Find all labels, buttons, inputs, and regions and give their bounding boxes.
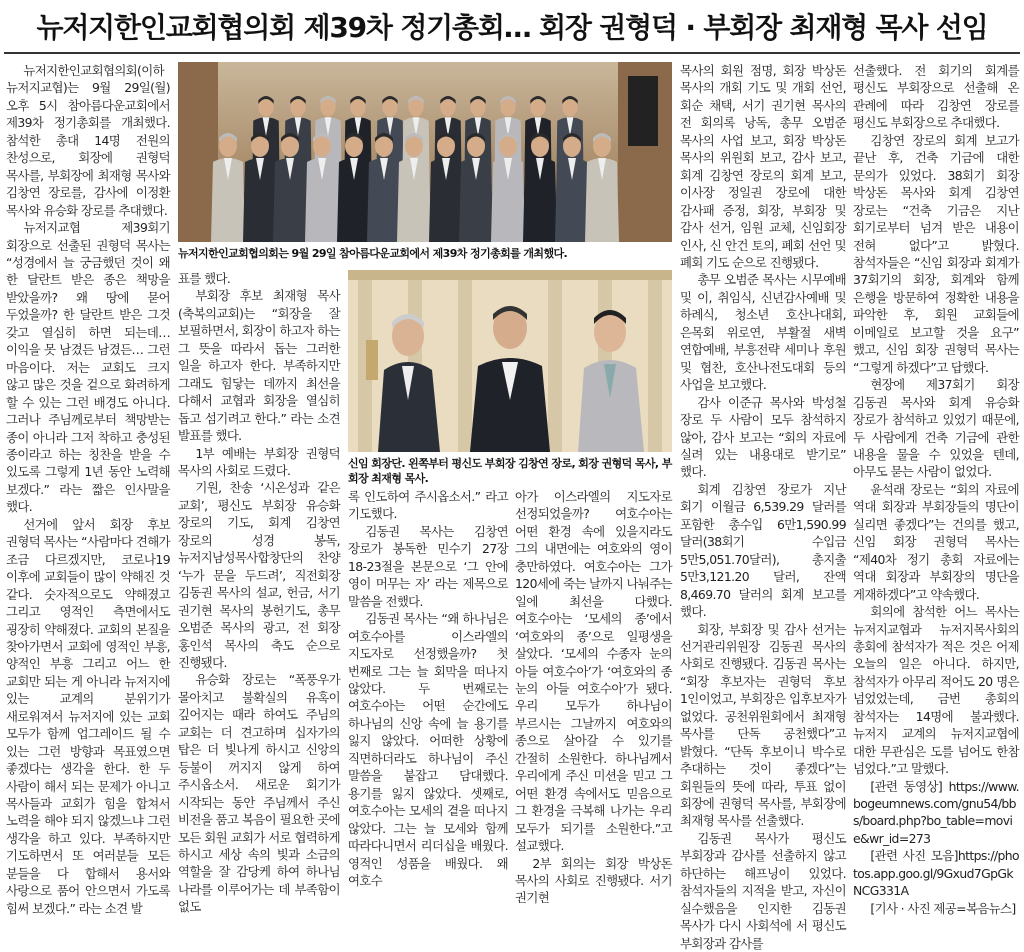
reference-link[interactable]: [관련 동영상] https://www.bogeumnews.com/gnu54/bbs/board.php?bo_table=movie&wr_id=273: [853, 778, 1019, 846]
article-paragraph: 윤석래 장로는 “회의 자료에 역대 회장과 부회장들의 명단이 실리면 좋겠다”는 건의를 했고, 신임 회장 권형덕 목사는 “제40차 정기 총회 자료에는 역대 회장과 부회장의 명단을 게재하겠다”고 약속했다.: [853, 481, 1019, 602]
article-paragraph: 기원, 찬송 ‘시온성과 같은 교회’, 평신도 부회장 유승화 장로의 기도, 회계 김창연 장로의 성경 봉독, 뉴저지남성목사합창단의 찬양 ‘누가 문을 두드려’, 직전회장 김동권 목사의 설교, 헌금, 서기 권기현 목사의 봉헌기도, 총무 오범준 목사의 광고, 전 회장 홍인석 목사의 축도 순으로 진행됐다.: [178, 480, 340, 670]
article-paragraph: 회계 김창연 장로가 지난 회기 이월금 6,539.29 달러를 포함한 총수입 6만1,590.99 달러(38회기 수입금 5만5,051.70달러), 총지출 5만3,121.20 달러, 잔액 8,469.70 달러의 회계 보고를 했다.: [680, 481, 846, 620]
headline: 뉴저지한인교회협의회 제39차 정기총회… 회장 권형덕 · 부회장 최재형 목사 선임: [36, 11, 988, 44]
article-column-2: [178, 270, 340, 916]
article-column-6: [853, 62, 1019, 917]
article-paragraph: 2부 회의는 회장 박상돈 목사의 사회로 진행됐다. 서기 권기현: [515, 855, 672, 906]
article-paragraph: 부회장 후보 최재형 목사(축복의교회)는 “회장을 잘 보필하면서, 회장이 하고자 하는 그 뜻을 따라서 돕는 그러한 일을 하고자 한다. 부족하지만 그래도 힘닿는 데까지 최선을 다해서 교협과 회장을 열심히 돕고 섬기려고 한다.” 라는 소견 발표를 했다.: [178, 288, 340, 444]
article-column-4: [515, 488, 672, 907]
group-photo: [178, 62, 672, 242]
article-paragraph: [기사 · 사진 제공=복음뉴스]: [870, 900, 1016, 916]
reference-link[interactable]: [관련 사진 모음]https://photos.app.goo.gl/9Gxud7GpGkNCG331A: [853, 848, 1019, 899]
officers-photo-image: [348, 270, 672, 452]
article-paragraph: 뉴저지교협 제39회기 회장으로 선출된 권형덕 목사는 “성경에서 늘 궁금했던 것이 왜 한 달란트 받은 종은 책망을 받았을까? 왜 땅에 묻어 두었을까? 한 달란트 받은 그것 갖고 열심히 하면 되는데… 이익을 못 남겼든 남겼든… 그런 마음이다. 저는 교회도 크지 않고 많은 것을 겉으로 화려하게 할 수 있는 그런 배경도 아니다. 그러나 주님께로부터 책망받는 종이 아니라 그저 착하고 충성된 종이라고 하는 칭찬을 받을 수 있도록 그렇게 1년 동안 노력해 보겠다.” 라는 짧은 인사말을 했다.: [6, 220, 170, 515]
article-paragraph: 총무 오범준 목사는 시무예배 및 이, 취임식, 신년감사예배 및 하례식, 청소년 호산나대회, 은목회 위로연, 부활절 새벽 연합예배, 부흥전략 세미나 후원 및 협찬, 호산나전도대회 등의 사업을 보고했다.: [680, 272, 846, 393]
article-column-5: [680, 62, 846, 952]
article-paragraph: 김동권 목사는 “왜 하나님은 여호수아를 이스라엘의 지도자로 선정했을까? 첫 번째로 그는 늘 회막을 떠나지 않았다. 두 번째로는 여호수아는 어떤 순간에도 하나님의 신앙 속에 늘 용기를 잃지 않았다. 어떠한 상황에 직면하더라도 하나님이 주신 말씀을 붙잡고 담대했다. 용기를 잃지 않았다. 셋째로, 여호수아는 모세의 곁을 떠나지 않았다. 그는 늘 모세와 함께 따라다니면서 리더십을 배웠다. 영적인 성품을 배웠다. 왜 여호수: [348, 611, 508, 888]
article-column-3: [348, 488, 508, 889]
article-paragraph: 표를 했다.: [178, 271, 231, 286]
article-paragraph: 김창연 장로의 회계 보고가 끝난 후, 건축 기금에 대한 문의가 있었다. 38회기 회장 박상돈 목사와 회계 김창연 장로는 “건축 기금은 지난 회기로부터 넘겨 받은 내용이 전혀 없다”고 밝혔다. 참석자들은 “신임 회장과 회계가 37회기의 회장, 회계와 함께 은행을 방문하여 정확한 내용을 파악한 후, 회원 교회들에 이메일로 보고할 것을 요구” 했고, 신임 회장 권형덕 목사는 “그렇게 하겠다”고 답했다.: [853, 132, 1019, 375]
article-paragraph: 유승화 장로는 “폭풍우가 몰아치고 불확실의 유혹이 깊어지는 때라 하여도 주님의 교회는 더 견고하며 십자가의 탑은 더 빛나게 하시고 신앙의 등불이 꺼지지 않게 하여 주시옵소서. 새로운 회기가 시작되는 동안 주님께서 주신 비전을 품고 복음이 필요한 곳에 모든 회원 교회가 서로 협력하게 하시고 세상 속의 빛과 소금의 역할을 잘 감당케 하여 하나님 나라를 이루어가는 데 부족함이 없도: [178, 672, 340, 915]
officers-photo-caption: 신임 회장단. 왼쪽부터 평신도 부회장 김창연 장로, 회장 권형덕 목사, 부회장 최재형 목사.: [348, 457, 672, 485]
article-column-1: [6, 62, 170, 917]
headline-rule: [4, 52, 1020, 54]
article-paragraph: 1부 예배는 부회장 권형덕 목사의 사회로 드렸다.: [178, 445, 340, 478]
group-photo-image: [178, 62, 672, 242]
article-paragraph: 김동권 목사는 김창연 장로가 봉독한 민수기 27장 18-23절을 본문으로 ‘그 안에 영이 머무는 자’ 라는 제목으로 말씀을 전했다.: [348, 523, 508, 609]
article-paragraph: 록 인도하여 주시옵소서.” 라고 기도했다.: [348, 489, 508, 522]
article-paragraph: 선출했다. 전 회기의 회계를 평신도 부회장으로 선출해 온 관례에 따라 김창연 장로를 평신도 부회장으로 추대했다.: [853, 63, 1019, 131]
article-paragraph: 회의에 참석한 어느 목사는 뉴저지교협과 뉴저지목사회의 총회에 참석자가 적은 것은 어제 오늘의 일은 아니다. 하지만, 참석자가 아무리 적어도 20 명은 넘었었는데, 금번 총회의 참석자는 14명에 불과했다. 뉴저지 교계의 뉴저지교협에 대한 무관심은 도를 넘어도 한참 넘었다.”고 말했다.: [853, 604, 1019, 777]
article-paragraph: 뉴저지한인교회협의회(이하 뉴저지교협)는 9월 29일(월) 오후 5시 참아름다운교회에서 제39차 정기총회를 개최했다. 참석한 총대 14명 전원의 찬성으로, 회장에 권형덕 목사를, 부회장에 최재형 목사와 김창연 장로를, 감사에 이정환 목사와 유승화 장로를 추대했다.: [6, 63, 170, 218]
group-photo-caption: 뉴저지한인교회협의회는 9월 29일 참아름다운교회에서 제39차 정기총회를 개최했다.: [178, 247, 568, 260]
article-paragraph: 선거에 앞서 회장 후보 권형덕 목사는 “사람마다 견해가 조금 다르겠지만, 코로나19 이후에 교회들이 많이 약해진 것 같다. 숫자적으로도 약해졌고 그리고 영적인 측면에서도 굉장히 약해졌다. 교회의 본질을 찾아가면서 교회에 영적인 부흥, 양적인 부흥 그리고 어느 한 교회만 되는 게 아니라 뉴저지에 있는 교계의 분위기가 새로워져서 뉴저지에 있는 교회 모두가 함께 업그레이드 될 수 있는 그런 방향과 목표였으면 좋겠다는 생각을 한다. 한 두 사람이 해서 되는 문제가 아니고 목사들과 교회가 힘을 합쳐서 노력을 해야 되지 않겠느냐 그런 생각을 하고 있다. 부족하지만 기도하면서 또 여러분들 모든 분들을 다 합해서 용서와 사랑으로 품어 안으면서 가도록 힘써 보겠다.” 라는 소견 발: [6, 516, 170, 916]
article-paragraph: 목사의 회원 점명, 회장 박상돈 목사의 개회 기도 및 개회 선언, 회순 채택, 서기 권기현 목사의 전 회의록 낭독, 총무 오범준 목사의 사업 보고, 회장 박상돈 목사의 위원회 보고, 감사 보고, 회계 김창연 장로의 회계 보고, 이사장 정일권 장로에 대한 감사패 증정, 회장, 부회장 및 감사 선거, 임원 교체, 신임회장 인사, 신 안건 토의, 폐회 선언 및 폐회 기도 순으로 진행됐다.: [680, 63, 846, 270]
article-paragraph: 아가 이스라엘의 지도자로 선정되었을까? 여호수아는 어떤 환경 속에 있을지라도 그의 내면에는 여호와의 영이 충만하였다. 여호수아는 그가 120세에 죽는 날까지 나눠주는 일에 최선을 다했다. 여호수아는 ‘모세의 종’에서 ‘여호와의 종’으로 일평생을 살았다. ‘모세의 수종자 눈의 아들 여호수아’가 ‘여호와의 종 눈의 아들 여호수아’가 됐다. 우리 모두가 하나님이 부르시는 그날까지 여호와의 종으로 살아갈 수 있기를 간절히 소원한다. 하나님께서 우리에게 주신 미션을 믿고 그 어떤 환경 속에서도 믿음으로 그 환경을 극복해 나가는 우리 모두가 되기를 소원한다.”고 설교했다.: [515, 489, 672, 854]
article-paragraph: 현장에 제37회기 회장 김동권 목사와 회계 유승화 장로가 참석하고 있었기 때문에, 두 사람에게 건축 기금에 관한 내용을 물을 수 있었을 텐데, 아무도 묻는 사람이 없었다.: [853, 377, 1019, 480]
article-paragraph: 김동권 목사가 평신도 부회장과 감사를 선출하지 않고 하단하는 해프닝이 있었다. 참석자들의 지적을 받고, 자신이 실수했음을 인지한 김동권 목사가 다시 사회석에 서 평신도 부회장과 감사를: [680, 830, 846, 951]
officers-photo: [348, 270, 672, 452]
article-paragraph: 회장, 부회장 및 감사 선거는 선거관리위원장 김동권 목사의 사회로 진행됐다. 김동권 목사는 “회장 후보자는 권형덕 후보 1인이었고, 부회장은 입후보자가 없었다. 공천위원회에서 최재형 목사를 단독 공천했다”고 밝혔다. “단독 후보이니 박수로 추대하는 것이 좋겠다”는 회원들의 뜻에 따라, 투표 없이 회장에 권형덕 목사를, 부회장에 최재형 목사를 선출했다.: [680, 621, 846, 829]
article-paragraph: 감사 이준규 목사와 박성철 장로 두 사람이 모두 참석하지 않아, 감사 보고는 “회의 자료에 실려 있는 내용대로 받기로” 했다.: [680, 394, 846, 480]
